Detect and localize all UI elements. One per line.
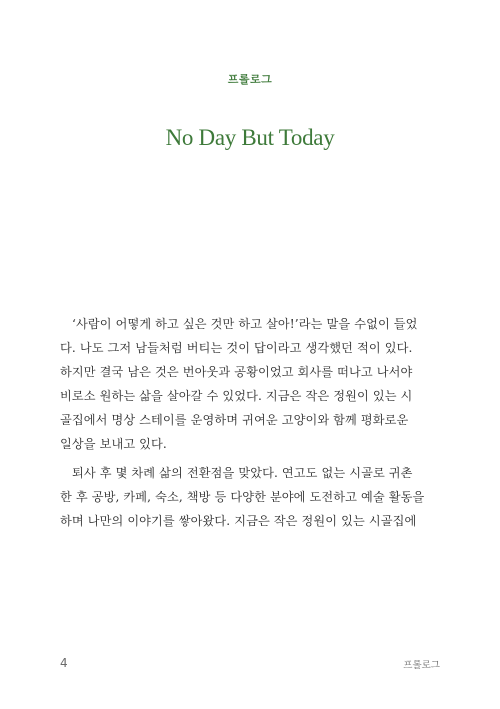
- chapter-title: No Day But Today: [165, 125, 335, 150]
- text-line: 비로소 원하는 삶을 살아갈 수 있었다. 지금은 작은 정원이 있는 시: [60, 389, 413, 403]
- text-line: 한 후 공방, 카페, 숙소, 책방 등 다양한 분야에 도전하고 예술 활동을: [60, 490, 425, 504]
- section-label: 프롤로그: [227, 73, 273, 86]
- text-line: ‘사람이 어떻게 하고 싶은 것만 하고 살아!’라는 말을 수없이 들었: [72, 317, 418, 331]
- paragraph-2: [60, 461, 440, 533]
- running-head: 프롤로그: [403, 660, 440, 671]
- text-line: 골집에서 명상 스테이를 운영하며 귀여운 고양이와 함께 평화로운: [60, 413, 409, 427]
- text-line: 퇴사 후 몇 차례 삶의 전환점을 맞았다. 연고도 없는 시골로 귀촌: [72, 466, 413, 480]
- body-text: [60, 312, 440, 533]
- paragraph-1: [60, 312, 440, 456]
- text-line: 하지만 결국 남은 것은 번아웃과 공황이었고 회사를 떠나고 나서야: [60, 365, 413, 379]
- text-line: 하며 나만의 이야기를 쌓아왔다. 지금은 작은 정원이 있는 시골집에: [60, 514, 417, 528]
- page-number: 4: [60, 656, 68, 670]
- text-line: 다. 나도 그저 남들처럼 버티는 것이 답이라고 생각했던 적이 있다.: [60, 341, 413, 355]
- text-line: 일상을 보내고 있다.: [60, 437, 167, 451]
